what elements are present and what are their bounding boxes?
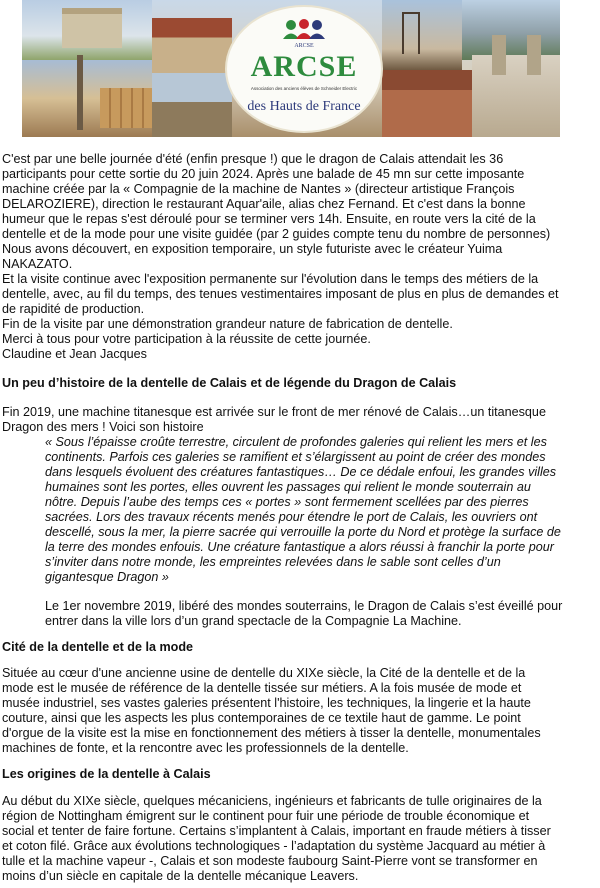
- origines-line: moins d’un siècle en capitale de la dentelle mécanique Leavers.: [2, 869, 359, 883]
- quote-line: la terre des mondes enfouis. Une créature fantastique a alors réussi à franchir la porte pour: [45, 540, 554, 554]
- intro-line: participants pour cette sortie du 20 juin 2024. Après une balade de 45 mn sur cette imposante: [2, 167, 525, 181]
- flemish-houses: [152, 18, 232, 73]
- dragon-lead: [2, 405, 580, 435]
- cite-line: machines de fonte, et la rencontre avec les professionnels de la dentelle.: [2, 741, 409, 755]
- dragon-legend-quote: [45, 435, 580, 585]
- intro-line: DELAROZIERE), direction le restaurant Aquar'aile, alias chez Fernand. Et c'est dans la bonne: [2, 197, 526, 211]
- intro-line: C'est par une belle journée d'été (enfin presque !) que le dragon de Calais attendait les 36: [2, 152, 504, 166]
- intro-line: Nous avons découvert, en exposition temporaire, un style futuriste avec le créateur Yuima: [2, 242, 503, 256]
- column-statue: [77, 55, 83, 130]
- headframe-tower: [402, 12, 420, 54]
- intro-line: machine créée par la « Compagnie de la machine de Nantes » (directeur artistique François: [2, 182, 515, 196]
- origines-line: et coton filé. Grâce aux évolutions technologiques - l’adaptation du système Jacquard au métier à: [2, 839, 546, 853]
- boats-harbour: [152, 73, 232, 137]
- cite-line: mode est le musée de référence de la dentelle tissée sur métiers. A la fois musée de mode et: [2, 681, 522, 695]
- cite-paragraph: [2, 666, 580, 756]
- origines-line: social et tenter de faire fortune. Certains s’implantent à Calais, important en fraude métiers à tisser: [2, 824, 551, 838]
- header-banner-collage: [22, 0, 560, 137]
- arcse-logo: [227, 7, 381, 131]
- mining-headframes: [382, 0, 462, 70]
- intro-line: Fin de la visite par une démonstration grandeur nature de fabrication de dentelle.: [2, 317, 453, 331]
- cathedral-spire-left: [492, 35, 506, 75]
- quote-line: nôtre. Depuis l’aube des temps ces « portes » sont fermement scellées par des pierres: [45, 495, 529, 509]
- cite-line: d'orgue de la visite est la mise en fonctionnement des métiers à tisser la dentelle, monumentales: [2, 726, 541, 740]
- section-heading-dragon: Un peu d’histoire de la dentelle de Calais et de légende du Dragon de Calais: [2, 376, 457, 390]
- intro-line: Et la visite continue avec l'exposition permanente sur l'évolution dans le temps des métiers de la: [2, 272, 539, 286]
- intro-line: Merci à tous pour votre participation à la réussite de cette journée.: [2, 332, 371, 346]
- dragon-awakening-paragraph: [45, 599, 580, 629]
- monument-building: [62, 8, 122, 48]
- cite-line: Située au cœur d'une ancienne usine de dentelle du XIXe siècle, la Cité de la dentelle et de la: [2, 666, 526, 680]
- slag-heap-lake: [462, 0, 560, 60]
- lead-line: Dragon des mers ! Voici son histoire: [2, 420, 204, 434]
- lead-line: Fin 2019, une machine titanesque est arrivée sur le front de mer rénové de Calais…un titanesque: [2, 405, 546, 419]
- arcse-people-emblem-icon: [279, 19, 329, 39]
- intro-line: humeur que le repas s'est déroulé pour se terminer vers 14h. Ensuite, en route vers la cité de la: [2, 212, 536, 226]
- signature-line: Claudine et Jean Jacques: [2, 347, 147, 361]
- cite-line: couture, ainsi que les aspects les plus contemporaines de ce textile haut de gamme. Le point: [2, 711, 521, 725]
- section-heading-cite: Cité de la dentelle et de la mode: [2, 640, 194, 654]
- origines-line: Au début du XIXe siècle, quelques mécaniciens, ingénieurs et fabricants de tulle originaires de la: [2, 794, 542, 808]
- quote-line: sacrées. Lors des travaux récents menés pour étendre le port de Calais, les ouvriers ont: [45, 510, 538, 524]
- logo-small-caption: ARCSE: [294, 43, 314, 49]
- logo-region: des Hauts de France: [247, 99, 361, 114]
- cathedral: [472, 55, 560, 137]
- intro-line: dentelle et de la mode pour une visite guidée (par 2 guides compte tenu du nombre de personnes): [2, 227, 551, 241]
- brick-houses: [382, 70, 472, 137]
- cite-line: musée industriel, ses vastes galeries présentent l'histoire, les techniques, la lingerie et la haute: [2, 696, 531, 710]
- section-heading-origines: Les origines de la dentelle à Calais: [2, 767, 211, 781]
- quote-line: descellé, sous la mer, la pierre sacrée qui verrouille la porte du Nord et protège la surface de: [45, 525, 561, 539]
- quote-line: continents. Parfois ces galeries se ramifient et s’élargissent au point de créer des mondes: [45, 450, 546, 464]
- logo-subtitle: Association des anciens élèves de Schneider Electric: [250, 86, 358, 91]
- after-line: Le 1er novembre 2019, libéré des mondes souterrains, le Dragon de Calais s’est éveillé pour: [45, 599, 563, 613]
- quote-line: humaines sont les portes, elles ouvrent les passages qui relient le monde souterrain au: [45, 480, 531, 494]
- origines-paragraph: [2, 794, 580, 884]
- quote-line: dans lesquels évoluent des créatures fantastiques… De ce dédale enfoui, les grandes villes: [45, 465, 557, 479]
- quote-line: « Sous l’épaisse croûte terrestre, circulent de profondes galeries qui relient les mers et les: [45, 435, 547, 449]
- logo-title: ARCSE: [250, 50, 358, 83]
- intro-line: NAKAZATO.: [2, 257, 73, 271]
- after-line: entrer dans la ville lors d’un grand spectacle de la Compagnie La Machine.: [45, 614, 462, 628]
- cathedral-spire-right: [527, 35, 541, 75]
- quote-line: s’inviter dans notre monde, les empreintes relevées dans le sable sont celles d’un: [45, 555, 501, 569]
- origines-line: région de Nottingham émigrent sur le continent pour fuir une période de trouble économique et: [2, 809, 530, 823]
- intro-line: dentelle, avec, au fil du temps, des tenues vestimentaires imposant de plus en plus de demandes et: [2, 287, 559, 301]
- intro-paragraph: [2, 152, 580, 362]
- origines-line: tulle et la machine vapeur -, Calais et son modeste faubourg Saint-Pierre vont se transformer en: [2, 854, 538, 868]
- intro-line: de rapidité de production.: [2, 302, 145, 316]
- quote-line: gigantesque Dragon »: [45, 570, 169, 584]
